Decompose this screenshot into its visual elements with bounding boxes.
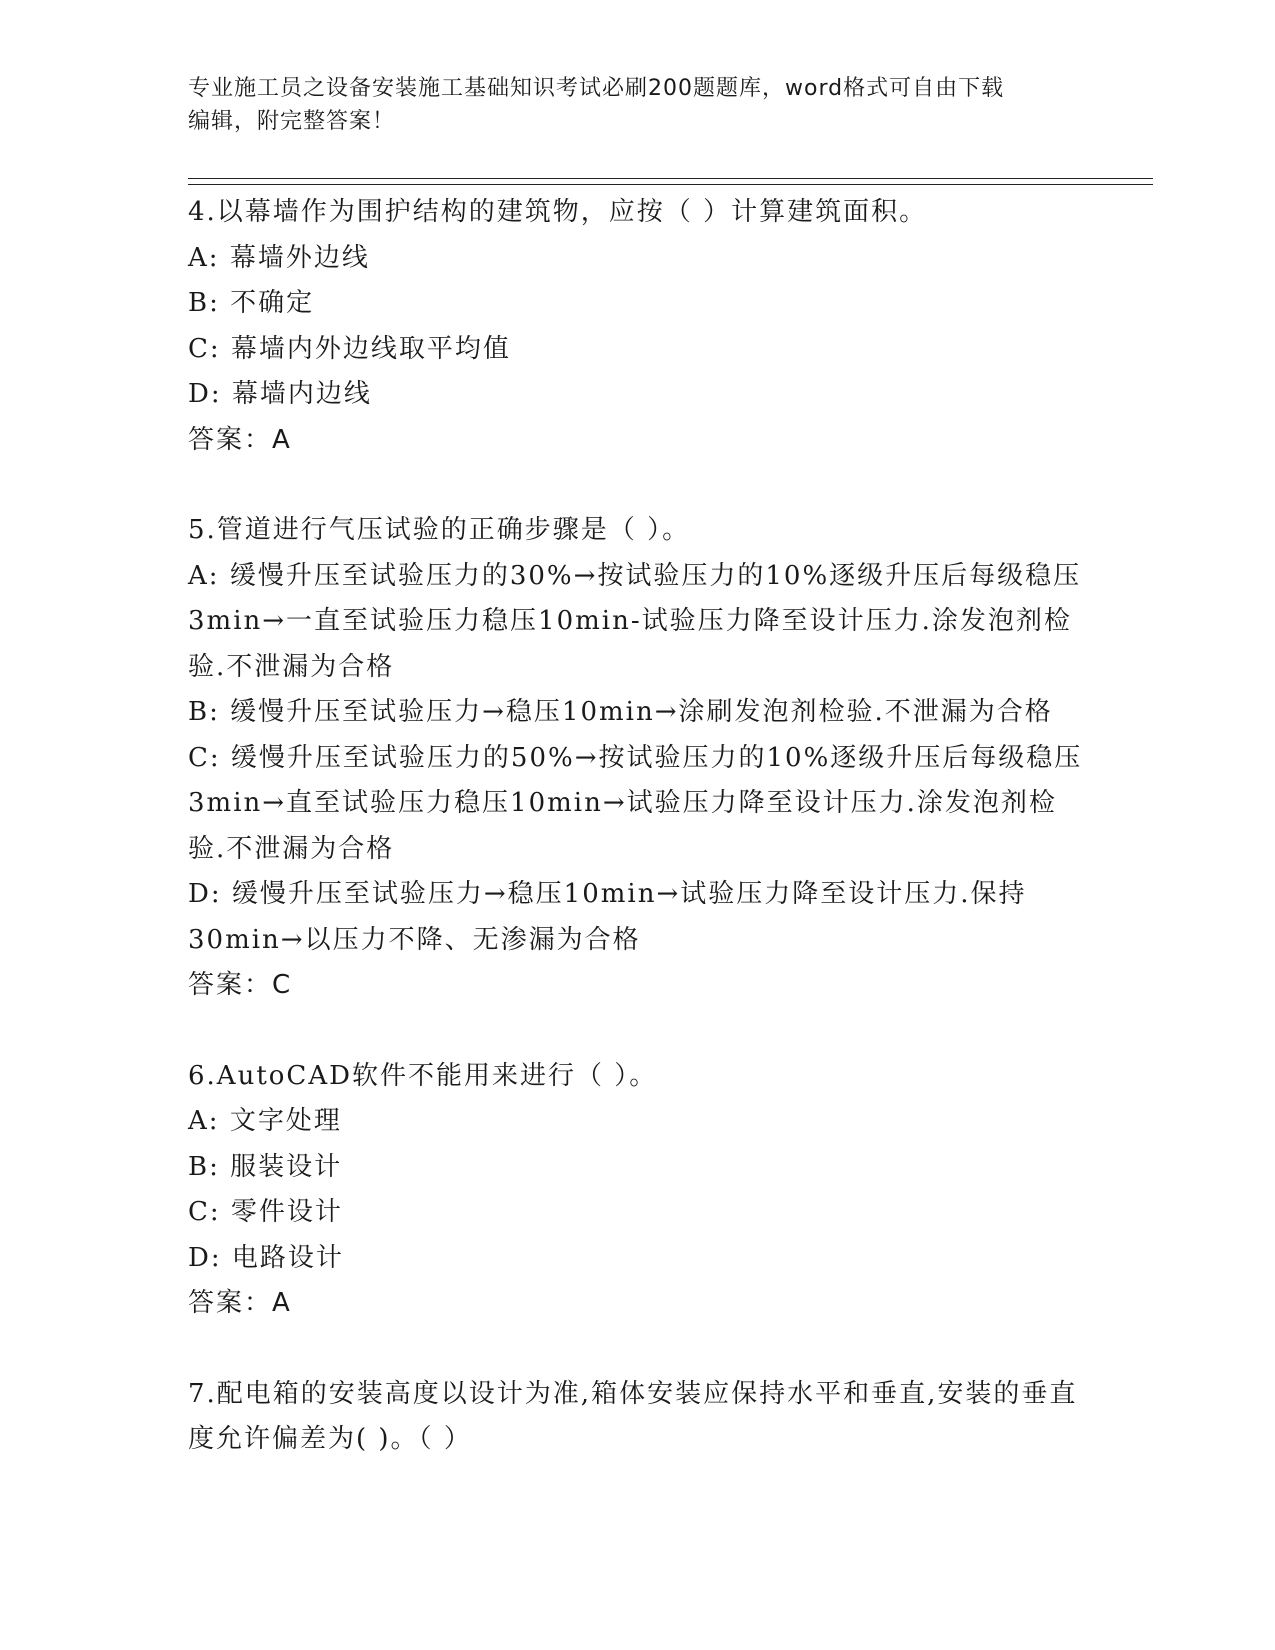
option-a: A: 幕墙外边线 xyxy=(188,242,370,273)
option-d: D: 缓慢升压至试验压力→稳压10min→试验压力降至设计压力.保持30min→以压力不降、无渗漏为合格 xyxy=(188,879,1027,955)
question-text: 4.以幕墙作为围护结构的建筑物，应按（ ）计算建筑面积。 xyxy=(188,197,928,227)
answer: 答案：C xyxy=(188,970,293,1000)
option-d: D: 电路设计 xyxy=(188,1242,344,1273)
option-c: C: 零件设计 xyxy=(188,1197,343,1227)
question-text: 5.管道进行气压试验的正确步骤是（ ）。 xyxy=(188,515,691,545)
option-d: D: 幕墙内边线 xyxy=(188,379,372,409)
question-6 xyxy=(188,1054,1088,1327)
option-b: B: 不确定 xyxy=(188,288,315,318)
option-c: C: 幕墙内外边线取平均值 xyxy=(188,333,511,364)
option-b: B: 服装设计 xyxy=(188,1151,343,1182)
option-a: A: 缓慢升压至试验压力的30%→按试验压力的10%逐级升压后每级稳压3min→一直至试验压力稳压10min-试验压力降至设计压力.涂发泡剂检验.不泄漏为合格 xyxy=(188,560,1082,682)
question-7 xyxy=(188,1372,1088,1463)
header-divider-top xyxy=(188,178,1153,179)
answer: 答案：A xyxy=(188,424,292,455)
question-text: 7.配电箱的安装高度以设计为准,箱体安装应保持水平和垂直,安装的垂直度允许偏差为( )。（ ） xyxy=(188,1378,1078,1454)
option-a: A: 文字处理 xyxy=(188,1106,342,1136)
header-divider-bottom xyxy=(188,184,1153,185)
option-b: B: 缓慢升压至试验压力→稳压10min→涂刷发泡剂检验.不泄漏为合格 xyxy=(188,697,1053,727)
document-header xyxy=(188,72,1068,138)
header-line-2: 编辑，附完整答案！ xyxy=(188,109,396,134)
question-text: 6.AutoCAD软件不能用来进行（ ）。 xyxy=(188,1060,658,1091)
question-5 xyxy=(188,508,1088,1009)
question-list xyxy=(188,190,1088,1463)
question-4 xyxy=(188,190,1088,463)
answer: 答案：A xyxy=(188,1288,292,1318)
header-line-1: 专业施工员之设备安装施工基础知识考试必刷200题题库，word格式可自由下载 xyxy=(188,76,1005,101)
option-c: C: 缓慢升压至试验压力的50%→按试验压力的10%逐级升压后每级稳压3min→直至试验压力稳压10min→试验压力降至设计压力.涂发泡剂检验.不泄漏为合格 xyxy=(188,742,1083,864)
